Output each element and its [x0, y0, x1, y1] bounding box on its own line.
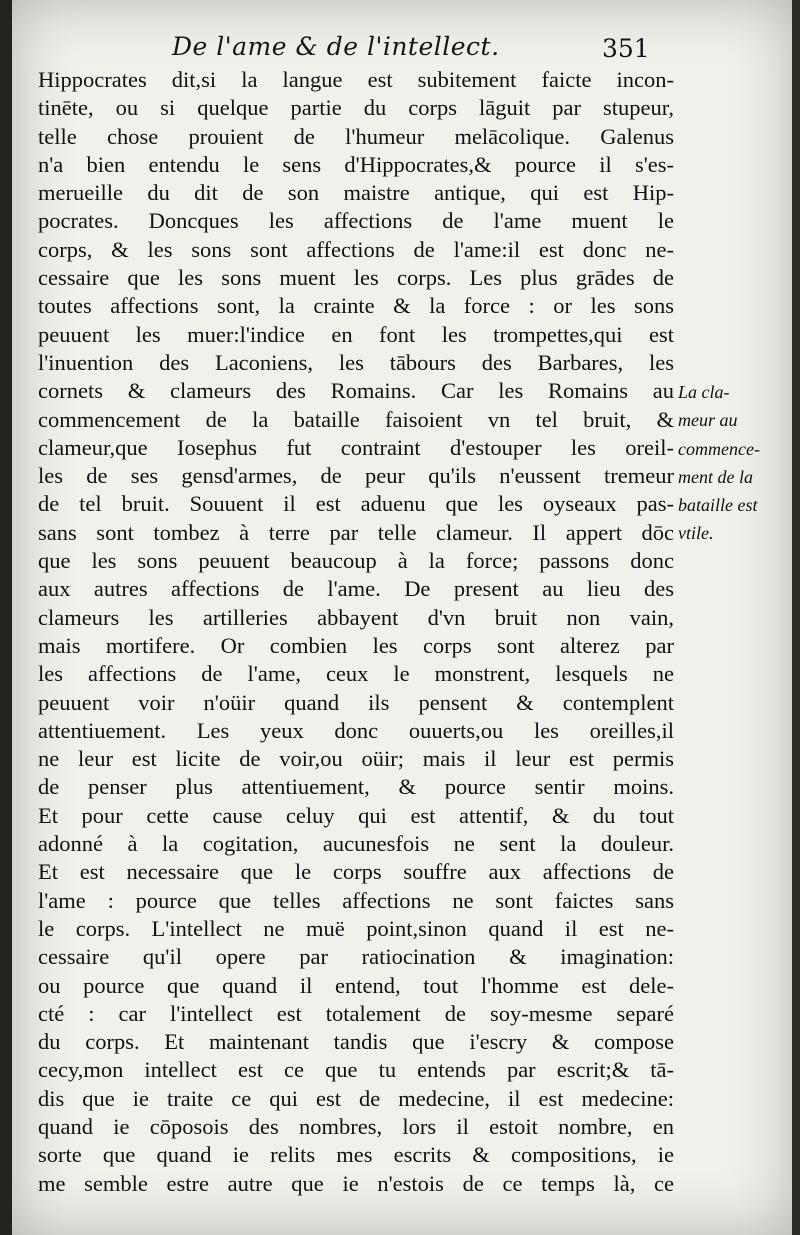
binding-edge [0, 0, 12, 1235]
text-line: cornets & clameurs des Romains. Car les Romains au [38, 378, 674, 404]
text-line: Hippocrates dit,si la langue est subitement faicte incon- [38, 67, 674, 92]
text-line: tinēte, ou si quelque partie du corps lāguit par stupeur, [38, 95, 674, 121]
text-line: commencement de la bataille faisoient vn tel bruit, & [38, 406, 674, 432]
margin-note-line: meur au [678, 410, 738, 431]
text-line: telle chose prouient de l'humeur melācolique. Galenus [38, 123, 674, 149]
text-line: ou pource que quand il entend, tout l'homme est dele- [38, 972, 674, 998]
text-line: clameur,que Iosephus fut contraint d'estouper les oreil- [38, 434, 674, 460]
text-line: me semble estre autre que ie n'estois de ce temps là, ce [38, 1170, 674, 1196]
page-number: 351 [602, 34, 650, 63]
text-line: peuuent les muer:l'indice en font les trompettes,qui est [38, 321, 674, 347]
text-line: dis que ie traite ce qui est de medecine, il est medecine: [38, 1085, 674, 1111]
text-line: peuuent voir n'oüir quand ils pensent & contemplent [38, 689, 674, 715]
text-line: pocrates. Doncques les affections de l'ame muent le [38, 208, 674, 234]
text-line: le corps. L'intellect ne muë point,sinon quand il est ne- [38, 915, 674, 941]
text-line: quand ie cōposois des nombres, lors il estoit nombre, en [38, 1113, 674, 1139]
text-line: l'ame : pource que telles affections ne sont faictes sans [38, 887, 674, 913]
margin-note-line: bataille est [678, 495, 758, 516]
margin-note [678, 378, 788, 548]
text-line: sorte que quand ie relits mes escrits & compositions, ie [38, 1142, 674, 1168]
page-edge [792, 0, 800, 1235]
text-line: l'inuention des Laconiens, les tābours des Barbares, les [38, 349, 674, 375]
text-line: ne leur est licite de voir,ou oüir; mais il leur est permis [38, 746, 674, 772]
text-line: sans sont tombez à terre par telle clameur. Il appert dōc [38, 519, 674, 545]
margin-note-line: vtile. [678, 523, 714, 544]
text-line: merueille du dit de son maistre antique, qui est Hip- [38, 180, 674, 206]
text-line: cté : car l'intellect est totalement de soy-mesme separé [38, 1000, 674, 1026]
text-line: adonné à la cogitation, aucunesfois ne sent la douleur. [38, 831, 674, 857]
book-page [12, 0, 792, 1235]
text-line: cecy,mon intellect est ce que tu entends par escrit;& tā- [38, 1057, 674, 1083]
text-line: corps, & les sons sont affections de l'ame:il est donc ne- [38, 236, 674, 262]
text-line: que les sons peuuent beaucoup à la force; passons donc [38, 548, 674, 574]
text-line: Et pour cette cause celuy qui est attentif, & du tout [38, 802, 674, 828]
body-text [38, 66, 674, 1198]
margin-note-line: La cla- [678, 382, 730, 402]
text-line: aux autres affections de l'ame. De present au lieu des [38, 576, 674, 602]
text-line: mais mortifere. Or combien les corps sont alterez par [38, 632, 674, 658]
text-line: n'a bien entendu le sens d'Hippocrates,& pource il s'es- [38, 151, 674, 177]
text-line: du corps. Et maintenant tandis que i'escry & compose [38, 1029, 674, 1055]
text-line: attentiuement. Les yeux donc ouuerts,ou les oreilles,il [38, 717, 674, 743]
margin-note-line: ment de la [678, 466, 753, 487]
text-line: de tel bruit. Souuent il est aduenu que les oyseaux pas- [38, 491, 674, 517]
running-header [12, 30, 792, 66]
text-line: les affections de l'ame, ceux le monstrent, lesquels ne [38, 661, 674, 687]
text-line: clameurs les artilleries abbayent d'vn bruit non vain, [38, 604, 674, 630]
text-line: cessaire que les sons muent les corps. Les plus grādes de [38, 265, 674, 291]
text-line: de penser plus attentiuement, & pource sentir moins. [38, 774, 674, 800]
margin-note-line: commence- [678, 438, 760, 459]
running-title: De l'ame & de l'intellect. [172, 32, 500, 61]
text-line: les de ses gensd'armes, de peur qu'ils n'eussent tremeur [38, 463, 674, 489]
text-line: cessaire qu'il opere par ratiocination & imagination: [38, 944, 674, 970]
text-line: toutes affections sont, la crainte & la force : or les sons [38, 293, 674, 319]
text-line: Et est necessaire que le corps souffre aux affections de [38, 859, 674, 885]
